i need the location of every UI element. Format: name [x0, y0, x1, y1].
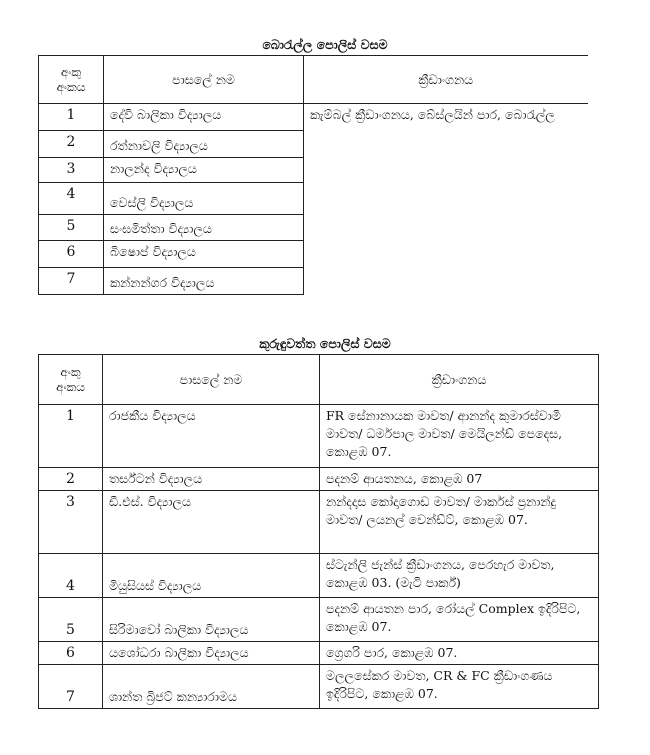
table-header-row [39, 355, 599, 405]
section2-title: කුරුඳුවත්ත පොලිස් වසම [259, 336, 391, 351]
row-number: 1 [39, 405, 103, 468]
header-number: අංකු අංකය [39, 56, 104, 104]
row-number: 5 [39, 215, 104, 241]
kurunduwatta-table [38, 354, 599, 709]
school-name: වෙස්ලි විද්‍යාලය [104, 183, 304, 215]
table-row [39, 491, 599, 554]
row-number: 2 [39, 131, 104, 158]
venue-cell: ස්ටැන්ලි ජැන්ස් ක්‍රීඩාංගනය, පෙරහැර මාවත, කොළඹ 03. (මැටි පාර්ක්) [320, 554, 599, 598]
header-venue: ක්‍රීඩාංගනය [304, 56, 588, 104]
table-row [39, 642, 599, 665]
row-number: 3 [39, 491, 103, 554]
row-number: 6 [39, 241, 104, 268]
venue-cell: නන්දදාස කෝදාගොඩ මාවත/ මාර්කස් ප්‍රනාන්දු මාවත/ ලයනල් වෙන්ඩ්ට්, කොළඹ 07. [320, 491, 599, 554]
table-row [39, 104, 588, 131]
venue-cell: FR සේනානායක මාවත/ ආනන්ද කුමාරස්වාමි මාවත/ ධර්මපාල මාවත/ මෙයිලන්ඩ් පෙදෙස, කොළඹ 07. [320, 405, 599, 468]
school-name: සංඝමිත්තා විද්‍යාලය [104, 215, 304, 241]
row-number: 5 [39, 598, 103, 642]
school-name: දේවි බාලිකා විද්‍යාලය [104, 104, 304, 131]
school-name: තර්ස්ටන් විද්‍යාලය [103, 468, 320, 491]
header-number: අංකු අංකය [39, 355, 103, 405]
school-name: සිරිමාවෝ බාලිකා විද්‍යාලය [103, 598, 320, 642]
school-name: නාලන්ද විද්‍යාලය [104, 158, 304, 183]
school-name: කන්නන්ගර විද්‍යාලය [104, 268, 304, 295]
school-name: ඩී.එස්. විද්‍යාලය [103, 491, 320, 554]
venue-cell: පදනම් ආයතනය, කොළඹ 07 [320, 468, 599, 491]
header-venue: ක්‍රීඩාංගනය [320, 355, 599, 405]
table-header-row [39, 56, 588, 104]
row-number: 2 [39, 468, 103, 491]
borella-table [38, 55, 588, 295]
row-number: 3 [39, 158, 104, 183]
school-name: මියුසියස් විද්‍යාලය [103, 554, 320, 598]
row-number: 1 [39, 104, 104, 131]
table-row [39, 554, 599, 598]
school-name: බිෂොප් විද්‍යාලය [104, 241, 304, 268]
venue-cell: කැම්බල් ක්‍රීඩාංගනය, බේස්ලයින් පාර, බොරැල්ල [304, 104, 588, 295]
table-row [39, 665, 599, 709]
row-number: 7 [39, 268, 104, 295]
venue-cell: ග්‍රෙගරි පාර, කොළඹ 07. [320, 642, 599, 665]
row-number: 7 [39, 665, 103, 709]
school-name: රත්නාවලි විද්‍යාලය [104, 131, 304, 158]
row-number: 6 [39, 642, 103, 665]
venue-cell: පදනම් ආයතන පාර, රෝයල් Complex ඉදිරිපිට, කොළඹ 07. [320, 598, 599, 642]
school-name: රාජකීය විද්‍යාලය [103, 405, 320, 468]
table-row [39, 468, 599, 491]
venue-cell: මලලසේකර මාවත, CR & FC ක්‍රීඩාංගණය ඉදිරිපිට, කොළඹ 07. [320, 665, 599, 709]
section1-title: බොරැල්ල පොලිස් වසම [262, 37, 388, 52]
row-number: 4 [39, 183, 104, 215]
school-name: යශෝධරා බාලිකා විද්‍යාලය [103, 642, 320, 665]
header-school: පාසලේ නම [103, 355, 320, 405]
school-name: ශාන්ත බ්‍රිජට් කන්‍යාරාමය [103, 665, 320, 709]
table-row [39, 405, 599, 468]
row-number: 4 [39, 554, 103, 598]
table-row [39, 598, 599, 642]
header-school: පාසලේ නම [104, 56, 304, 104]
